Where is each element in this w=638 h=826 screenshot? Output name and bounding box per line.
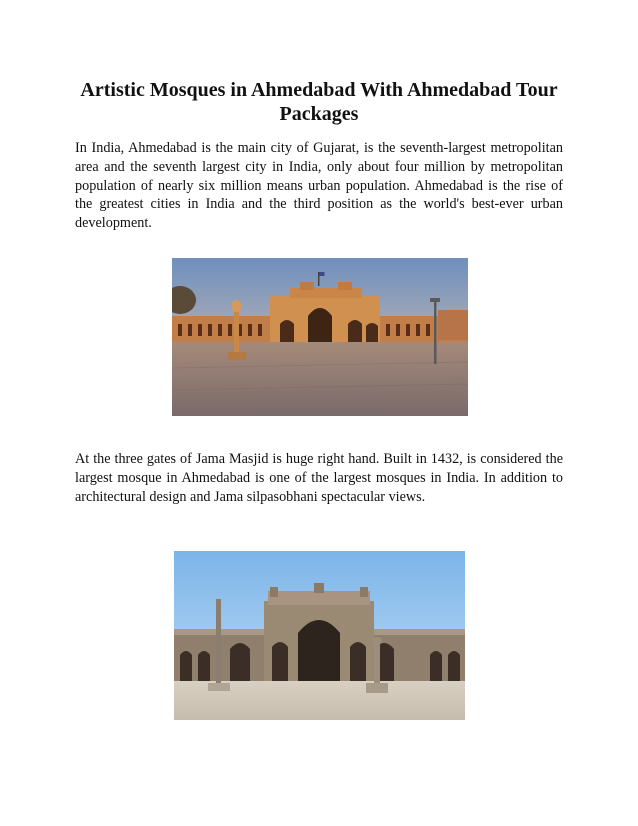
intro-paragraph: In India, Ahmedabad is the main city of Gujarat, is the seventh-largest metropolitan area and the seventh largest city in India, only about four million by metropolitan population of nearly six million means urban population. Ahmedabad is the rise of the greatest cities in India and the third position as the world's best-ever urban development.	[75, 140, 563, 232]
jama-masjid-paragraph: At the three gates of Jama Masjid is huge right hand. Built in 1432, is considered the largest mosque in Ahmedabad is one of the largest mosques in India. In addition to architectural design and Jama silpasobhani spectacular views.	[75, 451, 563, 505]
jama-masjid-evening-photo	[172, 258, 468, 416]
jama-masjid-day-photo	[174, 551, 465, 720]
document-title: Artistic Mosques in Ahmedabad With Ahmedabad Tour Packages	[80, 79, 558, 125]
